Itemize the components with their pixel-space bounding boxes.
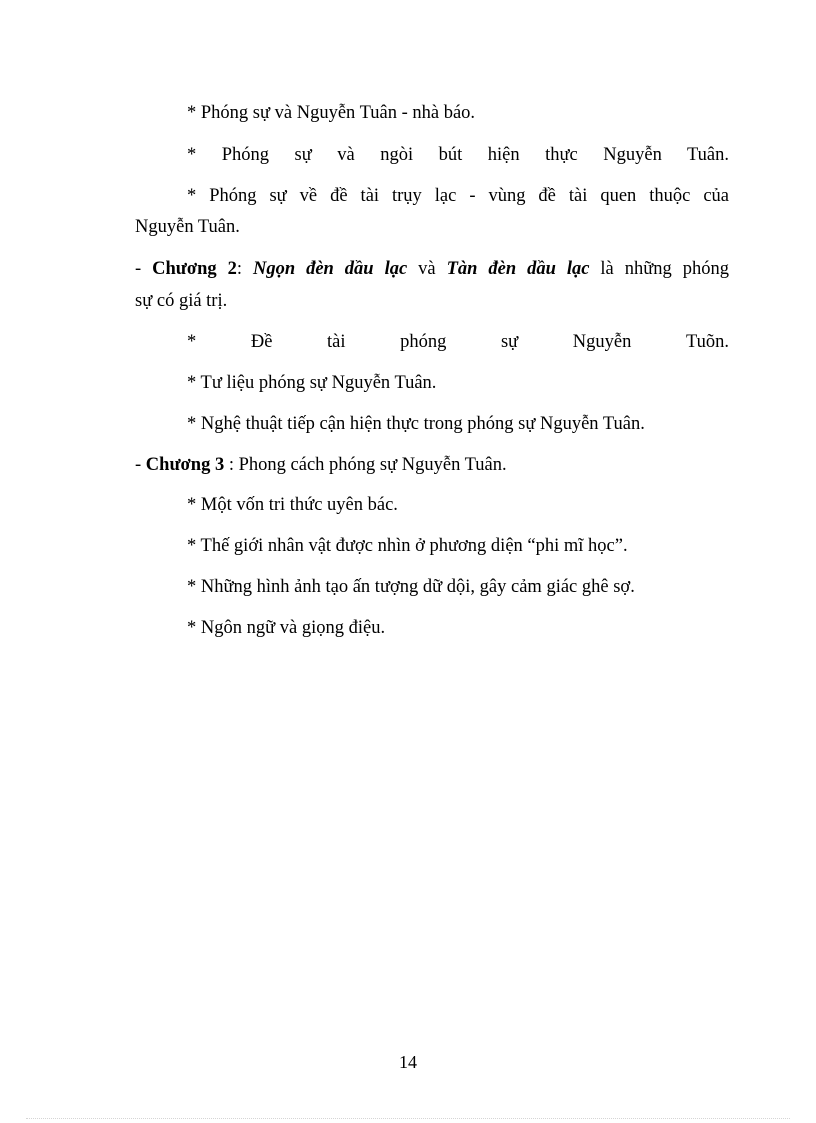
word: sự — [500, 332, 519, 352]
text-line: * Tư liệu phóng sự Nguyễn Tuân. — [187, 373, 437, 393]
chapter-label: Chương 3 — [145, 455, 225, 475]
word: tài — [327, 332, 346, 352]
work-title: Tàn đèn dầu lạc — [446, 259, 590, 279]
work-title: Ngọn đèn dầu lạc — [252, 259, 408, 279]
chapter-label: Chương 2 — [152, 259, 237, 279]
text-line: * Nghệ thuật tiếp cận hiện thực trong phóng sự Nguyễn Tuân. — [187, 414, 645, 434]
page-bottom-divider — [26, 1118, 790, 1119]
text-line: * Một vốn tri thức uyên bác. — [187, 495, 398, 515]
word: Nguyễn — [572, 332, 632, 352]
text-line: * Phóng sự và ngòi bút hiện thực Nguyễn Tuân. — [187, 145, 729, 165]
chapter-2-line: - Chương 2: Ngọn đèn dầu lạc và Tàn đèn dầu lạc là những phóng — [135, 259, 729, 279]
text-line: * Phóng sự và Nguyễn Tuân - nhà báo. — [187, 103, 476, 123]
text-line: * Phóng sự về đề tài trụy lạc - vùng đề tài quen thuộc của — [187, 186, 729, 206]
word: Tuõn. — [685, 332, 729, 352]
text-line: * Ngôn ngữ và giọng điệu. — [187, 618, 386, 638]
word: phóng — [400, 332, 447, 352]
text-line: Nguyễn Tuân. — [135, 217, 240, 237]
text-line: * Những hình ảnh tạo ấn tượng dữ dội, gây cảm giác ghê sợ. — [187, 577, 635, 597]
text-line: sự có giá trị. — [135, 291, 228, 311]
word: Đề — [250, 332, 273, 352]
word: * — [187, 332, 197, 352]
text-line: * Thế giới nhân vật được nhìn ở phương diện “phi mĩ học”. — [187, 536, 628, 556]
spread-line — [187, 331, 729, 353]
chapter-3-line: - Chương 3 : Phong cách phóng sự Nguyễn Tuân. — [135, 455, 507, 475]
page-number: 14 — [399, 1052, 417, 1072]
